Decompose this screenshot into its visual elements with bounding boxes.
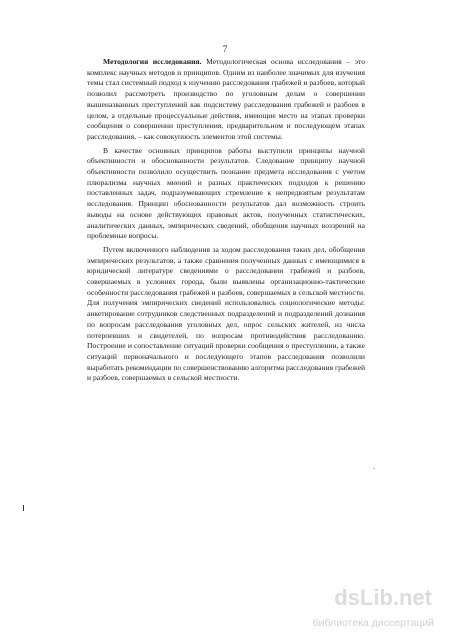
document-body [87, 57, 365, 384]
paragraph-text: Путем включенного наблюдения за ходом расследования таких дел, обобщения эмпирических результатов, а также сравнения полученных данных с имеющимися в юридической литературе сведениями о расследовании грабежей и разбоев, совершаемых в условиях города, были выявлены организационно-тактические особенности расследования грабежей и разбоев, совершаемых в сельской местности. Для получения эмпирических сведений использовались социологические методы: анкетирование сотрудников следственных подразделений и подразделений дознания по вопросам расследования уголовных дел, опрос сельских жителей, из числа потерпевших и свидетелей, по вопросам противодействия расследованию. Построение и сопоставление ситуаций проверки сообщения о преступлении, а также ситуаций первоначального и последующего этапов расследования позволили выработать рекомендации по совершенствованию алгоритма расследования грабежей и разбоев, совершаемых в сельской местности. [87, 244, 366, 383]
paragraph-text: Методологическая основа исследования – это комплекс научных методов и принципов. Одним из наиболее значимых для изучения темы стал системный подход к изучению расследования грабежей и разбоев, который позволил рассмотреть производство по уголовным делам о совершении вышеназванных преступлений как подсистему расследования грабежей и разбоев в целом, а отдельные процессуальные действия, имеющие место на этапах проверки сообщения о совершении преступления, предварительном и последующем этапах расследования, – как совокупность элементов этой системы. [87, 57, 366, 141]
margin-mark [22, 505, 25, 515]
page-number: 7 [222, 44, 228, 54]
scan-mark: · [373, 465, 376, 473]
watermark [270, 585, 438, 629]
paragraph-lead: Методология исследования. [103, 57, 202, 66]
paragraph-methods [87, 245, 365, 384]
paragraph-methodology [87, 57, 365, 143]
paragraph-text: В качестве основных принципов работы выступили принципы научной объективности и обоснованности результатов. Следование принципу научной объективности позволило осуществить познание предмета исследования с учетом плюрализма научных мнений и разных практических подходов к решению поставленных задач, подразумевающих стремление к непредвзятым результатам исследования. Принцип обоснованности результатов дал возможность строить выводы на основе действующих правовых актов, полученных статистических, аналитических данных, эмпирических сведений, обобщения научных воззрений на проблемные вопросы. [87, 145, 365, 241]
watermark-logo: dsLib.net [334, 585, 432, 610]
paragraph-principles [87, 146, 365, 242]
watermark-caption: библиотека диссертаций [312, 617, 434, 629]
